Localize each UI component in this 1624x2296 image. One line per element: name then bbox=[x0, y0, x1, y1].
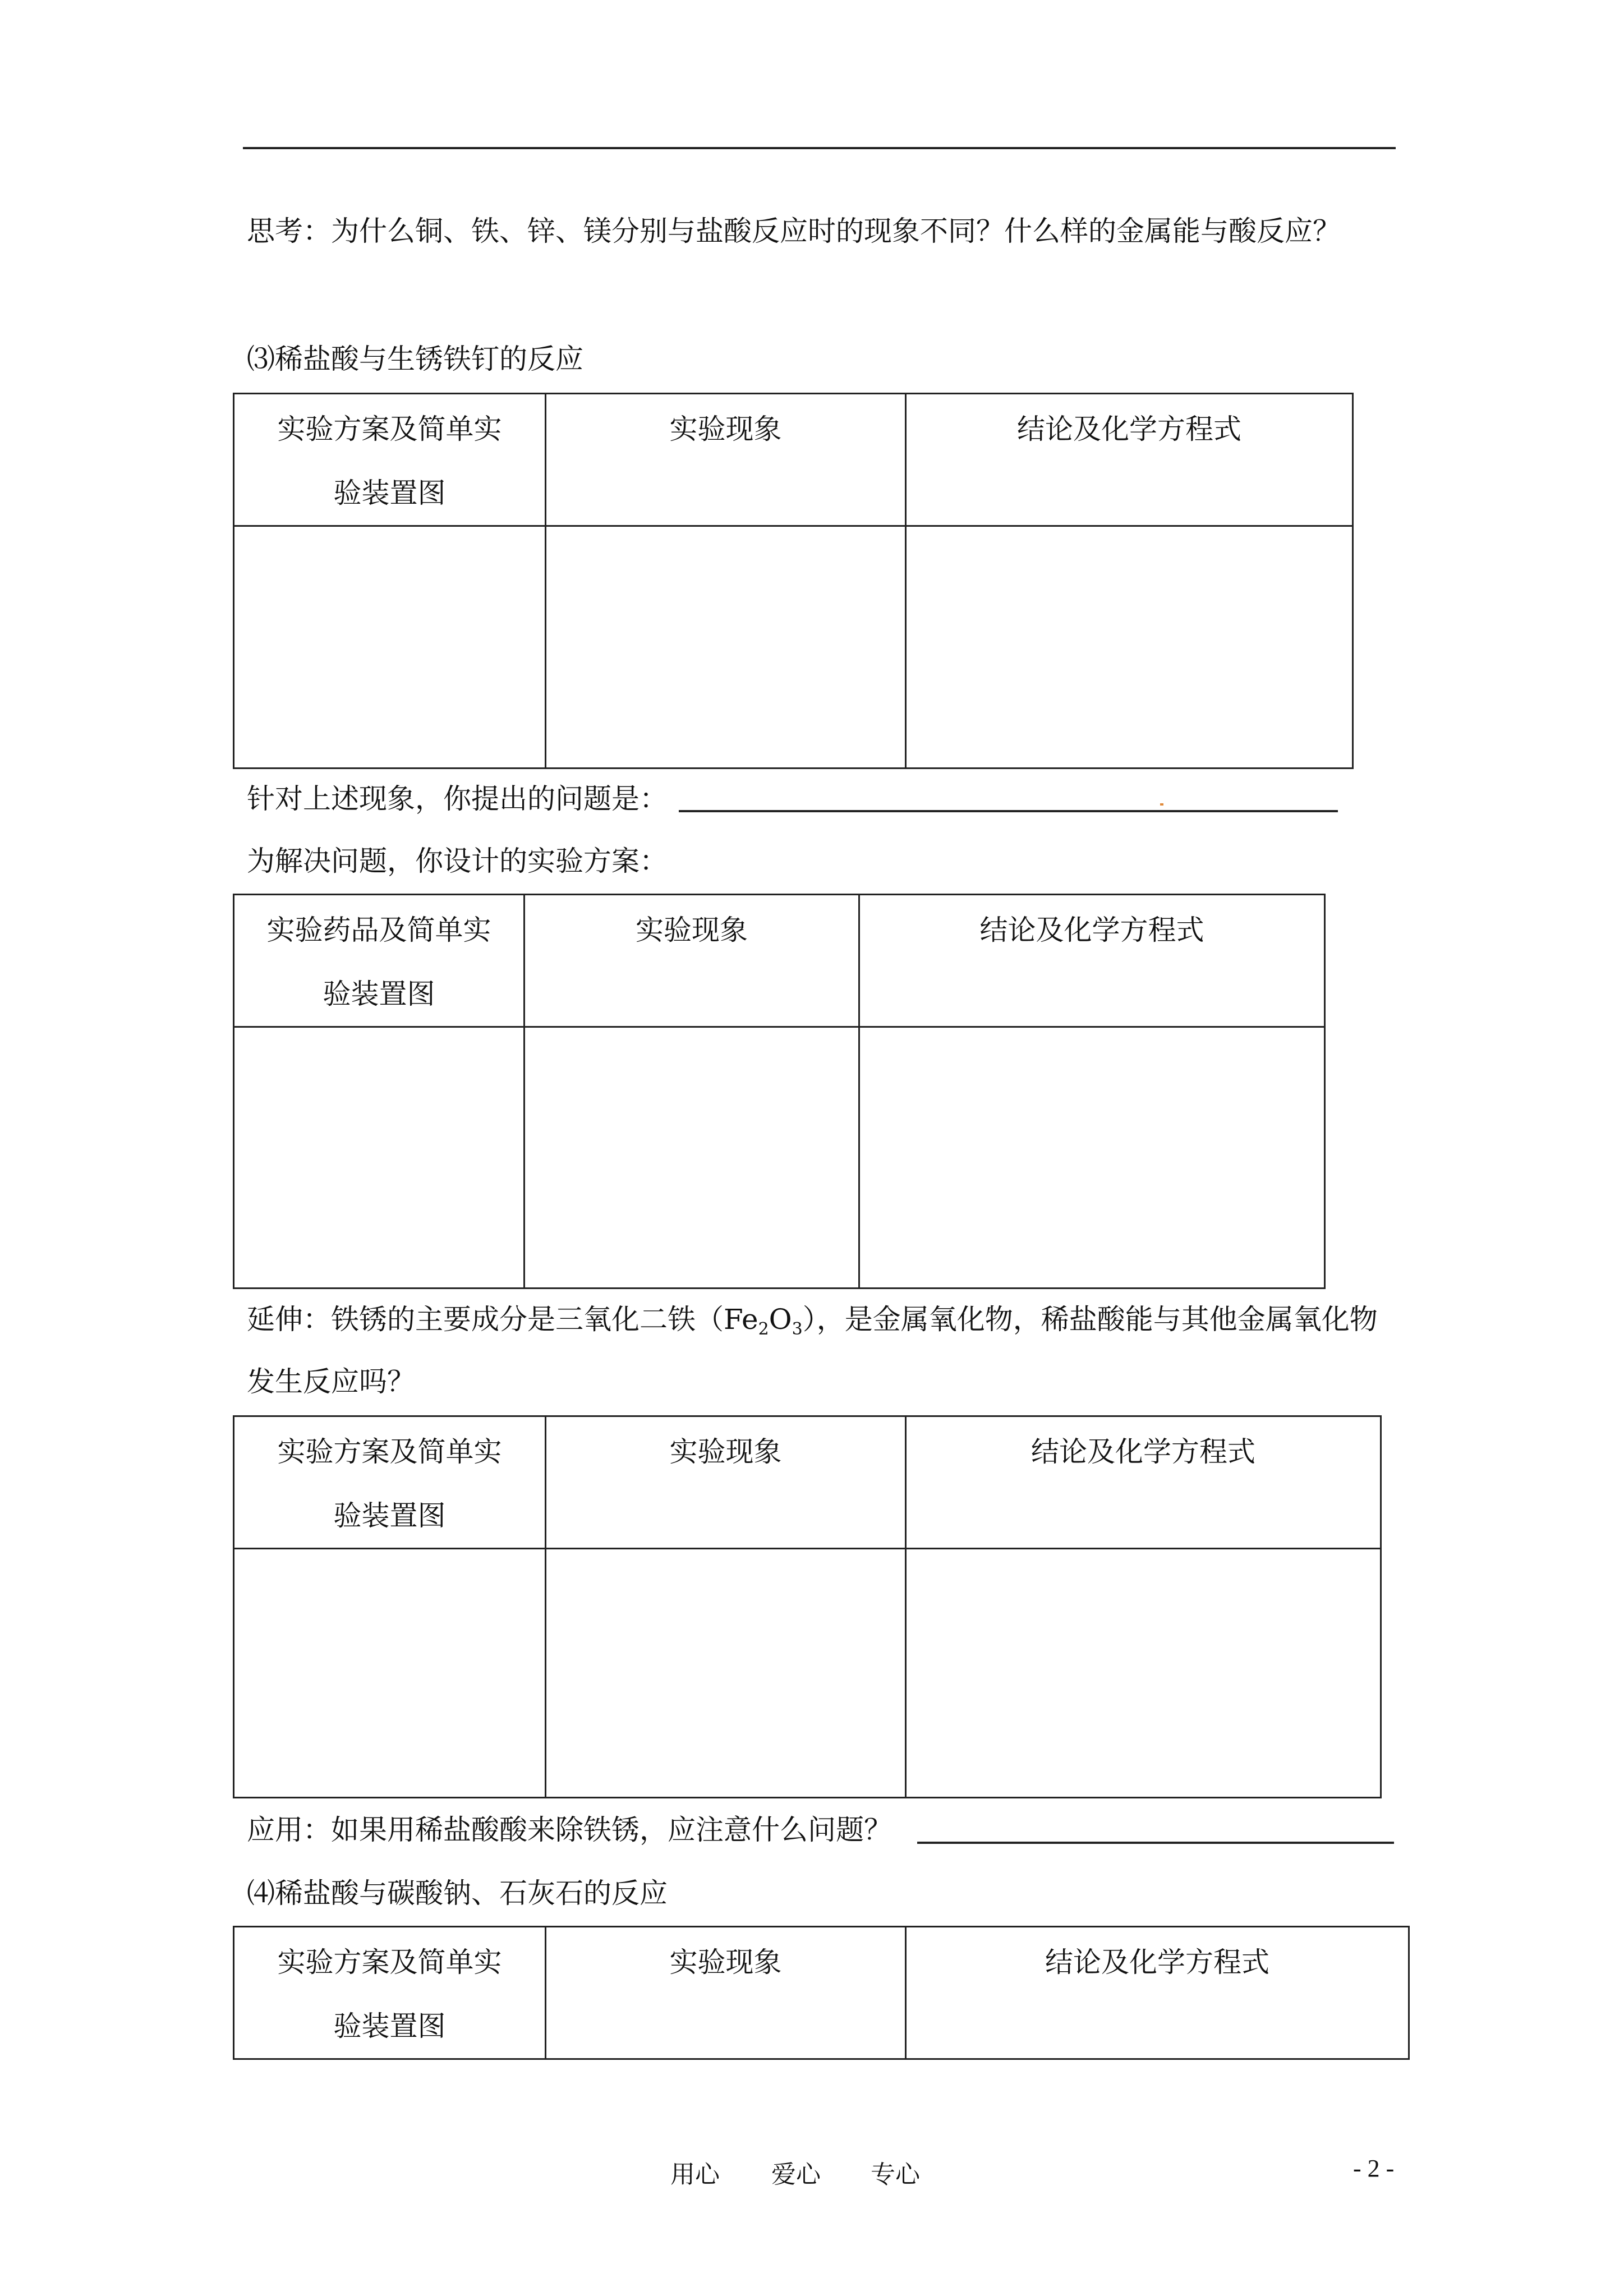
empty-cell[interactable] bbox=[906, 526, 1353, 769]
page-number: - 2 - bbox=[1353, 2155, 1395, 2182]
empty-cell[interactable] bbox=[546, 1549, 906, 1798]
table-header-cell: 实验现象 bbox=[546, 1416, 906, 1549]
footer-left: 用心 bbox=[670, 2160, 720, 2189]
footer-right: 专心 bbox=[871, 2160, 920, 2189]
answer-blank[interactable] bbox=[917, 1842, 1394, 1844]
section-3-title: ⑶稀盐酸与生锈铁钉的反应 bbox=[247, 343, 583, 375]
table-header-cell: 实验方案及简单实 验装置图 bbox=[234, 1927, 546, 2059]
empty-cell[interactable] bbox=[525, 1027, 859, 1289]
table-header-cell: 结论及化学方程式 bbox=[906, 1416, 1381, 1549]
experiment-table-1 bbox=[233, 393, 1354, 769]
experiment-table-4 bbox=[233, 1926, 1410, 2060]
table-row bbox=[234, 1549, 1381, 1798]
empty-cell[interactable] bbox=[234, 1549, 546, 1798]
extension-text: O bbox=[769, 1303, 792, 1336]
experiment-table-2 bbox=[233, 894, 1326, 1289]
subscript: 3 bbox=[792, 1319, 803, 1339]
table-header-row bbox=[234, 1927, 1409, 2059]
table-header-row bbox=[234, 895, 1325, 1027]
extension-text: ），是金属氧化物，稀盐酸能与其他金属氧化物 bbox=[802, 1303, 1378, 1336]
table-header-cell: 实验现象 bbox=[546, 394, 906, 526]
empty-cell[interactable] bbox=[234, 526, 546, 769]
table-header-cell: 结论及化学方程式 bbox=[906, 1927, 1409, 2059]
table-header-cell: 实验药品及简单实 验装置图 bbox=[234, 895, 525, 1027]
application-prompt: 应用：如果用稀盐酸酸来除铁锈，应注意什么问题？ bbox=[247, 1814, 892, 1846]
empty-cell[interactable] bbox=[546, 526, 906, 769]
table-row bbox=[234, 1027, 1325, 1289]
table-row bbox=[234, 526, 1353, 769]
stray-mark bbox=[1160, 803, 1163, 806]
empty-cell[interactable] bbox=[234, 1027, 525, 1289]
think-question: 思考：为什么铜、铁、锌、镁分别与盐酸反应时的现象不同？什么样的金属能与酸反应？ bbox=[247, 215, 1341, 247]
extension-text: 延伸：铁锈的主要成分是三氧化二铁（Fe bbox=[247, 1303, 758, 1336]
extension-line-1 bbox=[247, 1303, 1378, 1339]
table-header-cell: 实验现象 bbox=[546, 1927, 906, 2059]
experiment-table-3 bbox=[233, 1415, 1382, 1798]
extension-line-2: 发生反应吗？ bbox=[247, 1365, 415, 1398]
answer-blank[interactable] bbox=[679, 810, 1338, 812]
table-header-cell: 结论及化学方程式 bbox=[859, 895, 1325, 1027]
empty-cell[interactable] bbox=[859, 1027, 1325, 1289]
header-rule bbox=[243, 147, 1396, 149]
table-header-cell: 实验方案及简单实 验装置图 bbox=[234, 1416, 546, 1549]
subscript: 2 bbox=[758, 1319, 769, 1339]
table-header-cell: 结论及化学方程式 bbox=[906, 394, 1353, 526]
table-header-cell: 实验现象 bbox=[525, 895, 859, 1027]
table-header-row bbox=[234, 394, 1353, 526]
design-prompt: 为解决问题，你设计的实验方案： bbox=[247, 845, 668, 877]
question-prompt: 针对上述现象，你提出的问题是： bbox=[247, 783, 668, 815]
section-4-title: ⑷稀盐酸与碳酸钠、石灰石的反应 bbox=[247, 1877, 668, 1910]
footer-middle: 爱心 bbox=[771, 2160, 821, 2189]
table-header-cell: 实验方案及简单实 验装置图 bbox=[234, 394, 546, 526]
empty-cell[interactable] bbox=[906, 1549, 1381, 1798]
table-header-row bbox=[234, 1416, 1381, 1549]
